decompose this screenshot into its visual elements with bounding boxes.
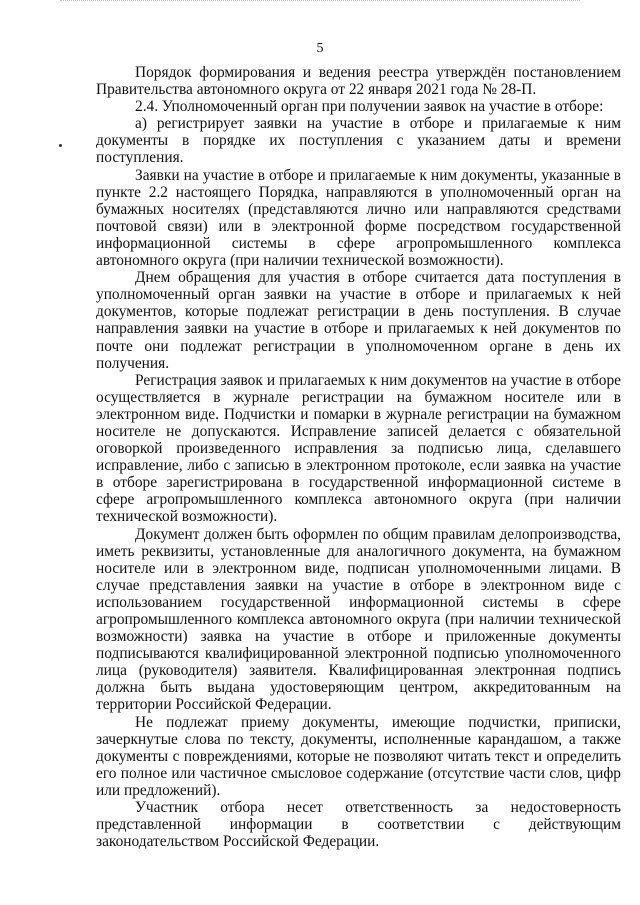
paragraph-registry-reference: Порядок формирования и ведения реестра утверждён постановлением Правительства автономного округа от 22 января 2021 года № 28-П. (96, 64, 621, 99)
paragraph-document-requirements: Документ должен быть оформлен по общим правилам делопроизводства, иметь реквизиты, установленные для аналогичного документа, на бумажном носителе или в электронном виде, подписан уполномоченными лицами. В случае представления заявки на участие в отборе в электронном виде с использованием государственной информационной системы в сфере агропромышленного комплекса автономного округа (при наличии технической возможности) заявка на участие в отборе и приложенные документы подписываются квалифицированной электронной подписью уполномоченного лица (руководителя) заявителя. Квалифицированная электронная подпись должна быть выдана удостоверяющим центром, аккредитованным на территории Российской Федерации. (96, 525, 621, 714)
paragraph-participant-responsibility: Участник отбора несет ответственность за недостоверность представленной информации в соответствии с действующим законодательством Российской Федерации. (96, 799, 621, 851)
paragraph-application-date: Днем обращения для участия в отборе считается дата поступления в уполномоченный орган заявки на участие в отборе и прилагаемых к ней документов, которые подлежат регистрации в день поступления. В случае направления заявки на участие в отборе и прилагаемых к ней документов по почте они подлежат регистрации в уполномоченном органе в день их получения. (96, 269, 621, 372)
paragraph-clause-a: а) регистрирует заявки на участие в отборе и прилагаемые к ним документы в порядке их поступления с указанием даты и времени поступления. (96, 115, 621, 167)
paragraph-rejected-documents: Не подлежат приему документы, имеющие подчистки, приписки, зачеркнутые слова по тексту, документы, исполненные карандашом, а также документы с повреждениями, которые не позволяют читать текст и определить его полное или частичное смысловое содержание (отсутствие части слов, цифр или предложений). (96, 713, 621, 799)
margin-mark (59, 144, 62, 147)
paragraph-submission-methods: Заявки на участие в отборе и прилагаемые к ним документы, указанные в пункте 2.2 настоящего Порядка, направляются в уполномоченный орган на бумажных носителях (представляются лично или направляются средствами почтовой связи) или в электронной форме посредством государственной информационной системы в сфере агропромышленного комплекса автономного округа (при наличии технической возможности). (96, 166, 621, 270)
scan-edge-artifact (60, 0, 580, 4)
page-number: 5 (316, 41, 324, 56)
paragraph-registration-journal: Регистрация заявок и прилагаемых к ним документов на участие в отборе осуществляется в журнале регистрации на бумажном носителе или в электронном виде. Подчистки и помарки в журнале регистрации на бумажном носителе не допускаются. Исправление записей делается с обязательной оговоркой произведенного исправления за подписью лица, сделавшего исправление, либо с записью в электронном протоколе, если заявка на участие в отборе зарегистрирована в государственной информационной системе в сфере агропромышленного комплекса автономного округа (при наличии технической возможности). (96, 371, 621, 526)
document-body (96, 64, 621, 850)
paragraph-clause-2-4: 2.4. Уполномоченный орган при получении заявок на участие в отборе: (135, 98, 604, 116)
